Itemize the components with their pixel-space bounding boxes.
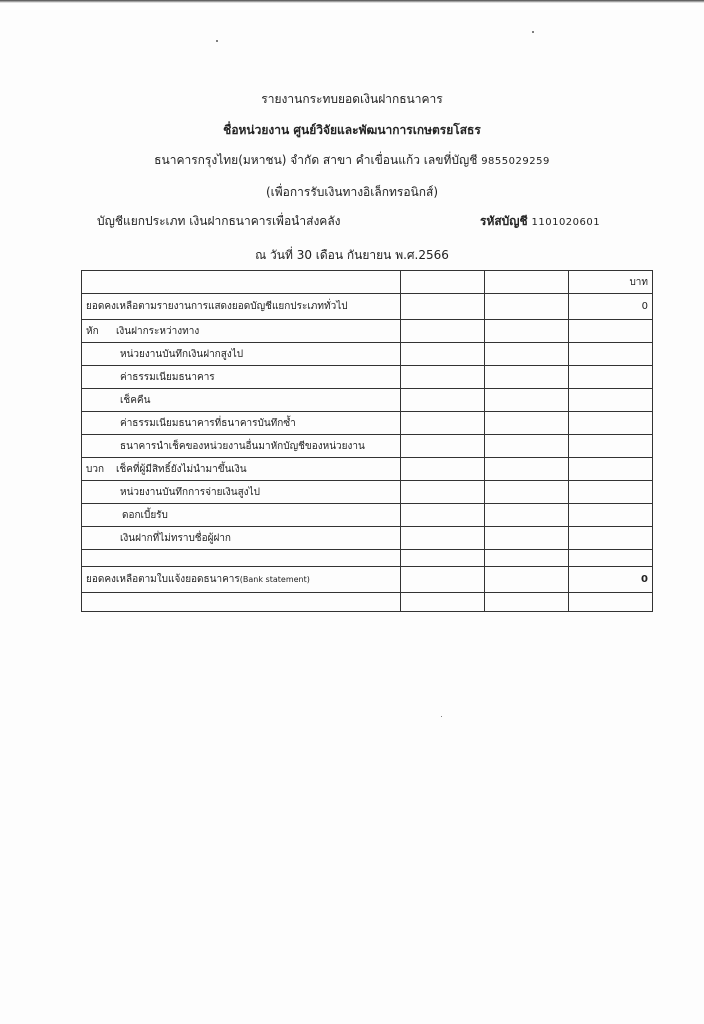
closing-label-en: (Bank statement) bbox=[239, 575, 310, 584]
agency-label: ชื่อหน่วยงาน bbox=[223, 123, 290, 137]
table-row-blank bbox=[82, 550, 653, 567]
table-row-blank bbox=[82, 593, 653, 612]
table-row: เช็คคืน bbox=[82, 389, 653, 412]
amount-cell bbox=[569, 412, 653, 435]
table-row: บวก เช็คที่ผู้มีสิทธิ์ยังไม่นำมาขึ้นเงิน bbox=[82, 458, 653, 481]
amount-cell bbox=[569, 366, 653, 389]
unit-label: บาท bbox=[569, 271, 653, 294]
amount-cell bbox=[569, 481, 653, 504]
amount-cell bbox=[569, 389, 653, 412]
closing-amount: 0 bbox=[569, 567, 653, 593]
table-row: ค่าธรรมเนียมธนาคาร bbox=[82, 366, 653, 389]
closing-balance-row bbox=[82, 567, 653, 593]
scan-edge bbox=[0, 0, 704, 3]
report-title: รายงานกระทบยอดเงินฝากธนาคาร bbox=[261, 92, 443, 106]
amount-cell: 0 bbox=[569, 294, 653, 320]
agency-name: ศูนย์วิจัยและพัฒนาการเกษตรยโสธร bbox=[293, 123, 481, 137]
amount-cell bbox=[569, 527, 653, 550]
bank-line bbox=[0, 151, 704, 170]
row-prefix: บวก bbox=[86, 463, 105, 475]
table-row: ดอกเบี้ยรับ bbox=[82, 504, 653, 527]
purpose-line: (เพื่อการรับเงินทางอิเล็กทรอนิกส์) bbox=[265, 185, 439, 199]
table-row: ธนาคารนำเช็คของหน่วยงานอื่นมาหักบัญชีของหน่วยงาน bbox=[82, 435, 653, 458]
reconciliation-table bbox=[81, 270, 653, 612]
date-line: ณ วันที่ 30 เดือน กันยายน พ.ศ.2566 bbox=[255, 248, 449, 262]
ledger-label: บัญชีแยกประเภท bbox=[97, 214, 186, 228]
ledger-code-info bbox=[480, 212, 600, 231]
table-row: ยอดคงเหลือตามรายงานการแสดงยอดบัญชีแยกประเภททั่วไป 0 bbox=[82, 294, 653, 320]
scan-speck bbox=[216, 40, 218, 42]
amount-cell bbox=[569, 458, 653, 481]
table-header-row bbox=[82, 271, 653, 294]
ledger-code: 1101020601 bbox=[531, 217, 601, 228]
scan-speck bbox=[532, 31, 534, 33]
amount-cell bbox=[569, 320, 653, 343]
ledger-code-label: รหัสบัญชี bbox=[480, 214, 528, 228]
table-row: ค่าธรรมเนียมธนาคารที่ธนาคารบันทึกซ้ำ bbox=[82, 412, 653, 435]
amount-cell bbox=[569, 504, 653, 527]
table-row: หน่วยงานบันทึกเงินฝากสูงไป bbox=[82, 343, 653, 366]
row-prefix: หัก bbox=[86, 325, 99, 337]
scan-speck bbox=[441, 716, 442, 717]
ledger-info bbox=[97, 212, 341, 231]
ledger-name: เงินฝากธนาคารเพื่อนำส่งคลัง bbox=[189, 214, 341, 228]
amount-cell bbox=[569, 435, 653, 458]
table-row: หน่วยงานบันทึกการจ่ายเงินสูงไป bbox=[82, 481, 653, 504]
account-number: 9855029259 bbox=[481, 156, 550, 167]
closing-label: ยอดคงเหลือตามใบแจ้งยอดธนาคาร bbox=[86, 574, 240, 585]
agency-line bbox=[0, 121, 704, 140]
amount-cell bbox=[569, 343, 653, 366]
account-no-label: เลขที่บัญชี bbox=[423, 153, 478, 167]
bank-name: ธนาคารกรุงไทย(มหาชน) จำกัด สาขา คำเขื่อนแก้ว bbox=[154, 153, 420, 167]
table-row: หัก เงินฝากระหว่างทาง bbox=[82, 320, 653, 343]
table-row: เงินฝากที่ไม่ทราบชื่อผู้ฝาก bbox=[82, 527, 653, 550]
